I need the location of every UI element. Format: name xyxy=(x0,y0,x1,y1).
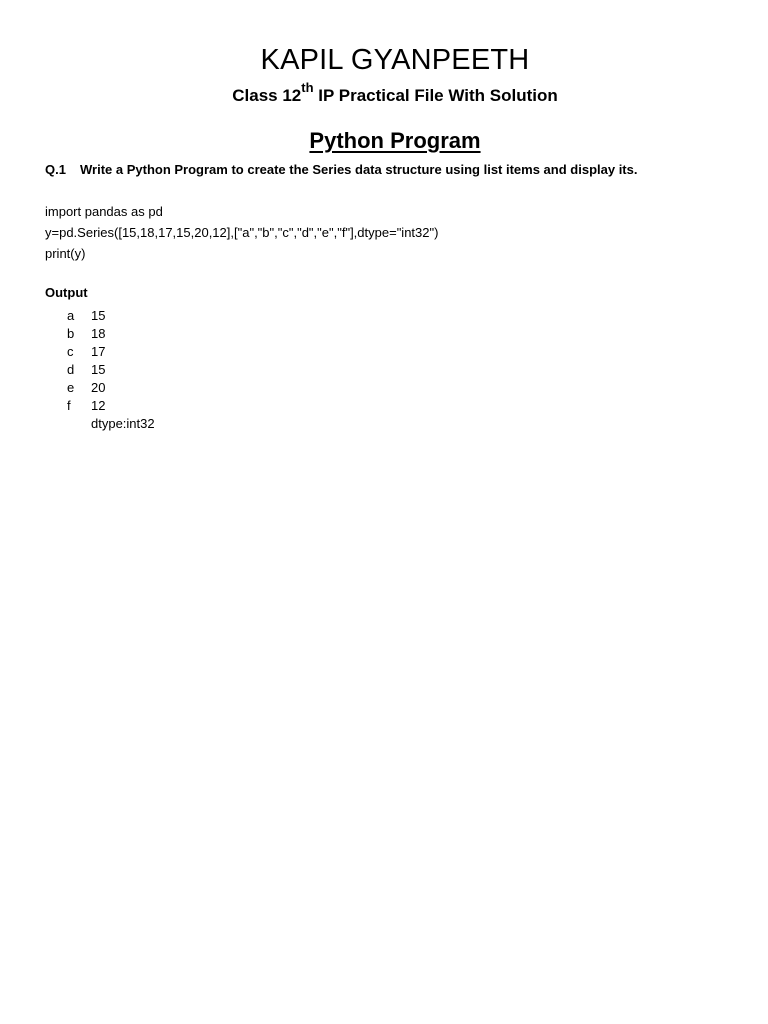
output-index: d xyxy=(67,362,75,377)
output-index: e xyxy=(67,380,75,395)
output-table xyxy=(67,307,155,433)
code-line: y=pd.Series([15,18,17,15,20,12],["a","b","c","d","e","f"],dtype="int32") xyxy=(45,225,439,240)
output-row xyxy=(67,325,155,343)
page-title: KAPIL GYANPEETH xyxy=(260,44,530,76)
code-line: import pandas as pd xyxy=(45,204,163,219)
output-value: 18 xyxy=(91,326,106,341)
output-index: c xyxy=(67,344,74,359)
output-row xyxy=(67,307,155,325)
output-index: a xyxy=(67,308,75,323)
question-number: Q.1 xyxy=(45,162,66,177)
subtitle-prefix: Class 12 xyxy=(232,86,302,105)
output-label: Output xyxy=(45,285,88,300)
question-text: Write a Python Program to create the Series data structure using list items and display its. xyxy=(80,162,638,177)
output-value: 15 xyxy=(91,308,106,323)
subtitle-suffix: IP Practical File With Solution xyxy=(313,86,558,105)
section-title: Python Program xyxy=(309,128,481,153)
code-block xyxy=(45,203,438,266)
output-value: 15 xyxy=(91,362,106,377)
page-subtitle xyxy=(0,80,768,106)
output-value: 20 xyxy=(91,380,106,395)
output-row xyxy=(67,343,155,361)
output-row xyxy=(67,361,155,379)
code-line: print(y) xyxy=(45,246,86,261)
output-index: b xyxy=(67,326,75,341)
output-dtype: dtype:int32 xyxy=(91,416,155,431)
subtitle-superscript: th xyxy=(301,80,314,95)
output-row xyxy=(67,397,155,415)
output-value: 17 xyxy=(91,344,106,359)
output-value: 12 xyxy=(91,398,106,413)
question xyxy=(45,162,745,177)
output-row xyxy=(67,379,155,397)
output-index: f xyxy=(67,398,71,413)
